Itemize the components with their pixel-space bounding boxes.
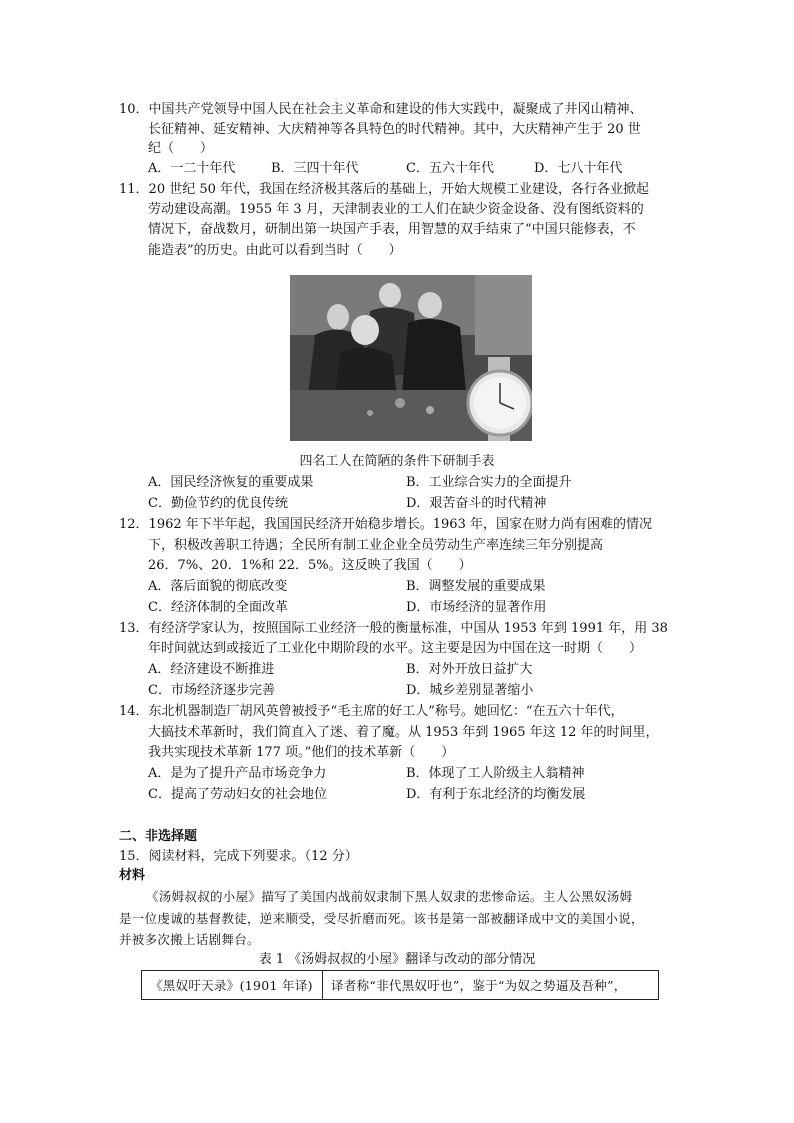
q10-option-b: B．三四十年代 <box>271 161 359 176</box>
table-title: 表 1 《汤姆叔叔的小屋》翻译与改动的部分情况 <box>258 952 536 967</box>
translation-table <box>141 970 659 1000</box>
material-para-line3: 并被多次搬上话剧舞台。 <box>119 932 260 947</box>
q13-option-b: B．对外开放日益扩大 <box>406 662 533 677</box>
q13-option-a: A．经济建设不断推进 <box>148 662 275 677</box>
table-row <box>142 971 659 1000</box>
q13-option-d: D．城乡差别显著缩小 <box>406 683 534 698</box>
material-para-line1: 《汤姆叔叔的小屋》描写了美国内战前奴隶制下黑人奴隶的悲惨命运。主人公黑奴汤姆 <box>146 889 633 904</box>
q14-option-c: C．提高了劳动妇女的社会地位 <box>148 787 327 802</box>
q10-line2: 长征精神、延安精神、大庆精神等各具特色的时代精神。其中，大庆精神产生于 20 世 <box>148 122 641 137</box>
material-label: 材料 <box>119 868 146 883</box>
table-cell-note: 译者称“非代黑奴吁也”，鉴于“为奴之势逼及吾种”， <box>323 971 659 1000</box>
table-cell-title: 《黑奴吁天录》(1901 年译) <box>142 971 323 1000</box>
q12-line3: 26．7%、20．1%和 22．5%。这反映了我国（ ） <box>148 558 472 573</box>
q14-option-d: D．有利于东北经济的均衡发展 <box>406 787 586 802</box>
q11-option-c: C．勤俭节约的优良传统 <box>148 496 288 511</box>
q10-line3: 纪（ ） <box>148 141 214 156</box>
q12-option-c: C．经济体制的全面改革 <box>148 600 288 615</box>
workers-making-watch-photo <box>290 275 532 441</box>
q10-line1: 10．中国共产党领导中国人民在社会主义革命和建设的伟大实践中，凝聚成了井冈山精神、 <box>119 102 643 117</box>
q14-option-a: A．是为了提升产品市场竞争力 <box>148 766 327 781</box>
q14-option-b: B．体现了工人阶级主人翁精神 <box>406 766 585 781</box>
q11-line4: 能造表”的历史。由此可以看到当时（ ） <box>148 243 402 258</box>
q11-option-b: B．工业综合实力的全面提升 <box>406 475 572 490</box>
photo-illustration <box>290 275 532 441</box>
q12-line2: 下，积极改善职工待遇；全民所有制工业企业全员劳动生产率连续三年分别提高 <box>148 538 604 553</box>
photo-caption: 四名工人在简陋的条件下研制手表 <box>299 454 495 469</box>
material-para-line2: 是一位虔诚的基督教徒，逆来顺受，受尽折磨而死。该书是第一部被翻译成中文的美国小说， <box>119 911 644 926</box>
q11-option-d: D．艰苦奋斗的时代精神 <box>406 496 547 511</box>
q10-option-a: A．一二十年代 <box>148 161 236 176</box>
q12-option-b: B．调整发展的重要成果 <box>406 579 546 594</box>
q11-line1: 11．20 世纪 50 年代，我国在经济极其落后的基础上，开始大规模工业建设，各行各业掀起 <box>119 182 650 197</box>
q13-line1: 13．有经济学家认为，按照国际工业经济一般的衡量标准，中国从 1953 年到 1991 年，用 38 <box>119 621 668 636</box>
q12-option-a: A．落后面貌的彻底改变 <box>148 579 288 594</box>
q12-line1: 12．1962 年下半年起，我国国民经济开始稳步增长。1963 年，国家在财力尚有困难的情况 <box>119 517 652 532</box>
q11-line3: 情况下，奋战数月，研制出第一块国产手表，用智慧的双手结束了“中国只能修表，不 <box>148 222 636 237</box>
q13-line2: 年时间就达到或接近了工业化中期阶段的水平。这主要是因为中国在这一时期（ ） <box>148 641 643 656</box>
q14-line3: 我共实现技术革新 177 项。”他们的技术革新（ ） <box>148 745 455 760</box>
q12-option-d: D．市场经济的显著作用 <box>406 600 547 615</box>
q11-line2: 劳动建设高潮。1955 年 3 月，天津制表业的工人们在缺少资金设备、没有图纸资料的 <box>148 202 644 217</box>
q10-option-c: C．五六十年代 <box>406 161 494 176</box>
q14-line2: 大搞技术革新时，我们简直入了迷、着了魔。从 1953 年到 1965 年这 12 年的时间里， <box>148 725 659 740</box>
q13-option-c: C．市场经济逐步完善 <box>148 683 275 698</box>
section2-heading: 二、非选择题 <box>119 829 198 844</box>
q11-option-a: A．国民经济恢复的重要成果 <box>148 475 314 490</box>
q15-prompt: 15．阅读材料，完成下列要求。（12 分） <box>119 849 358 864</box>
q14-line1: 14．东北机器制造厂胡风英曾被授予“毛主席的好工人”称号。她回忆：“在五六十年代， <box>119 704 624 719</box>
q10-option-d: D．七八十年代 <box>534 161 623 176</box>
